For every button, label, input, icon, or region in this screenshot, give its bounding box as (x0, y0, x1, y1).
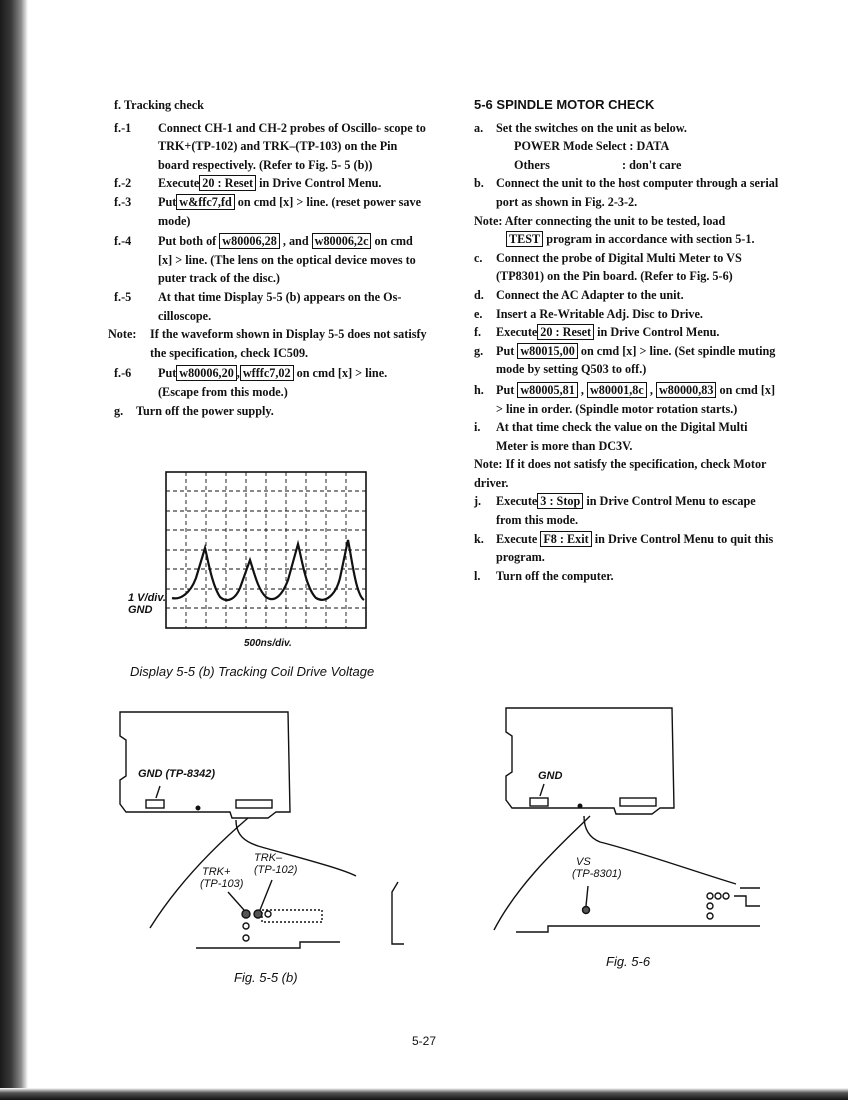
oscilloscope-grid (166, 472, 366, 628)
step-j: j. Execute 3 : Stop in Drive Control Menu to escape from this mode. (474, 494, 756, 528)
command-box: TEST (506, 231, 543, 247)
step-f2: f.-2 Execute 20 : Reset in Drive Control Menu. (114, 176, 382, 191)
fig55-trk-minus-tp: (TP-102) (254, 864, 298, 876)
step-a: a. Set the switches on the unit as below. (474, 120, 687, 135)
fig55-gnd-label: GND (TP-8342) (138, 768, 216, 780)
command-box: w80005,81 (517, 382, 578, 398)
right-column (474, 96, 780, 585)
left-column (108, 96, 428, 420)
command-box: F8 : Exit (540, 531, 591, 547)
scan-edge-left (0, 0, 28, 1100)
others-line: Others : don't care (514, 157, 682, 172)
tracking-check-heading: f. Tracking check (114, 98, 204, 112)
step-f1: f.-1 Connect CH-1 and CH-2 probes of Oscillo- scope to TRK+(TP-102) and TRK–(TP-103) on the Pin board respectively. (Refer to Fig. 5- 5 (b)) (114, 120, 426, 172)
fig55-trk-minus: TRK– (254, 852, 283, 864)
spindle-motor-heading: 5-6 SPINDLE MOTOR CHECK (474, 97, 655, 112)
scan-edge-bottom (0, 1088, 848, 1100)
step-g: g. Turn off the power supply. (114, 403, 274, 418)
fig56-vs-label: VS (576, 856, 591, 868)
command-box: w80006,28 (219, 233, 280, 249)
step-d: d. Connect the AC Adapter to the unit. (474, 287, 684, 302)
volts-per-div-label: 1 V/div. (128, 592, 166, 604)
page-number: 5-27 (412, 1034, 437, 1048)
step-h: h. Put w80005,81 , w80001,8c , w80000,83 on cmd [x] > line in order. (Spindle motor rotation starts.) (474, 382, 776, 416)
step-e: e. Insert a Re-Writable Adj. Disc to Drive. (474, 306, 703, 321)
command-box: w80015,00 (517, 343, 578, 359)
step-f4: f.-4 Put both of w80006,28 , and w80006,2c on cmd [x] > line. (The lens on the optical device moves to puter track of the disc.) (114, 234, 416, 286)
step-f3: f.-3 Put w&ffc7,fd on cmd [x] > line. (reset power save mode) (114, 194, 421, 228)
step-b: b. Connect the unit to the host computer through a serial port as shown in Fig. 2-3-2. (474, 176, 779, 209)
command-box: 3 : Stop (537, 493, 583, 509)
note-motor-driver: Note: If it does not satisfy the specification, check Motor driver. (474, 457, 767, 490)
step-f6: f.-6 Put w80006,20 , wfffc7,02 on cmd [x] > line. (Escape from this mode.) (114, 366, 388, 399)
fig55-caption: Fig. 5-5 (b) (234, 970, 298, 985)
fig55-trk-plus-tp: (TP-103) (200, 878, 244, 890)
gnd-label: GND (128, 604, 153, 616)
fig56-caption: Fig. 5-6 (606, 954, 651, 969)
step-k: k. Execute F8 : Exit in Drive Control Menu to quit this program. (474, 531, 774, 565)
display-caption: Display 5-5 (b) Tracking Coil Drive Voltage (130, 664, 375, 679)
step-g-right: g. Put w80015,00 on cmd [x] > line. (Set spindle muting mode by setting Q503 to off.) (474, 343, 776, 377)
command-box: w80006,20 (176, 365, 237, 381)
command-box: 20 : Reset (199, 175, 256, 191)
tracking-waveform (172, 540, 364, 600)
step-f5: f.-5 At that time Display 5-5 (b) appears on the Os- cilloscope. (114, 289, 402, 323)
command-box: wfffc7,02 (240, 365, 294, 381)
fig56-gnd-label: GND (538, 770, 563, 782)
note-waveform: Note: If the waveform shown in Display 5-5 does not satisfy the specification, check IC509. (108, 327, 427, 360)
time-per-div-label: 500ns/div. (244, 638, 292, 649)
fig55-trk-plus: TRK+ (202, 866, 231, 878)
step-f: f. Execute 20 : Reset in Drive Control Menu. (474, 325, 720, 340)
power-mode-line: POWER Mode Select : DATA (514, 139, 670, 154)
command-box: w80001,8c (587, 382, 647, 398)
step-i: i. At that time check the value on the Digital Multi Meter is more than DC3V. (474, 420, 748, 453)
command-box: w80000,83 (656, 382, 717, 398)
command-box: 20 : Reset (537, 324, 594, 340)
step-l: l. Turn off the computer. (474, 568, 614, 583)
command-box: w&ffc7,fd (176, 194, 234, 210)
note-load-test: Note: After connecting the unit to be tested, load TEST program in accordance with section 5-1. (474, 213, 755, 247)
fig56-vs-tp-label: (TP-8301) (572, 868, 622, 880)
command-box: w80006,2c (312, 233, 372, 249)
step-c: c. Connect the probe of Digital Multi Meter to VS (TP8301) on the Pin board. (Refer to Fig. 5-6) (474, 250, 742, 284)
